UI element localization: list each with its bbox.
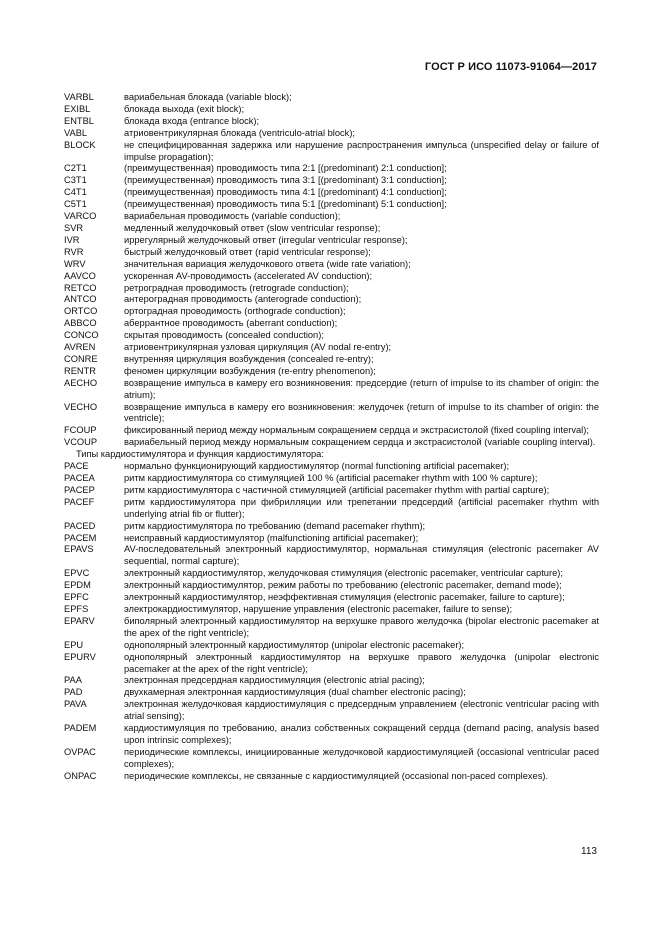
abbreviation-description: нормально функционирующий кардиостимулятор (normal functioning artificial pacemaker); [124,461,510,472]
abbreviation-code: CONRE [64,353,98,364]
abbreviation-description: (преимущественная) проводимость типа 5:1 [(predominant) 5:1 conduction]; [124,199,447,210]
abbreviation-code: AVREN [64,342,96,353]
abbreviation-description: скрытая проводимость (concealed conduction); [124,330,324,341]
abbreviation-code: WRV [64,258,86,269]
abbreviation-code: ABBCO [64,318,97,329]
abbreviation-description: атриовентрикулярная блокада (ventriculo-atrial block); [124,127,356,138]
abbreviation-entry [64,366,599,378]
abbreviation-code: EPURV [64,651,96,662]
abbreviation-entry [64,485,599,497]
abbreviation-description: вариабельная проводимость (variable conduction); [124,211,341,222]
abbreviation-description: ритм кардиостимулятора по требованию (demand pacemaker rhythm); [124,520,426,531]
abbreviation-description: внутренняя циркуляция возбуждения (concealed re-entry); [124,353,374,364]
abbreviation-description: феномен циркуляции возбуждения (re-entry phenomenon); [124,365,376,376]
abbreviation-entry [64,104,599,116]
abbreviation-entry [64,223,599,235]
abbreviation-code: EPDM [64,580,91,591]
abbreviation-entry [64,580,599,592]
abbreviation-code: C3T1 [64,175,87,186]
abbreviation-description: фиксированный период между нормальным сокращением сердца и экстрасистолой (fixed coupling interval); [124,425,589,436]
abbreviation-code: BLOCK [64,139,96,150]
abbreviation-code: EPAVS [64,544,94,555]
abbreviation-entry [64,592,599,604]
abbreviation-entry [64,330,599,342]
abbreviation-entry [64,533,599,545]
abbreviation-code: EPARV [64,615,95,626]
abbreviation-code: VABL [64,127,88,138]
abbreviation-code: PACEA [64,473,95,483]
abbreviation-code: ONPAC [64,770,97,781]
abbreviation-code: PACE [64,461,89,472]
abbreviation-description: блокада входа (entrance block); [124,115,260,126]
abbreviation-entry [64,247,599,259]
abbreviation-description: электронный кардиостимулятор, желудочковая стимуляция (electronic pacemaker, ventricular capture); [124,568,563,579]
abbreviation-entry [64,699,599,723]
abbreviation-entry [64,318,599,330]
abbreviation-code: C5T1 [64,199,87,210]
abbreviation-description: возвращение импульса в камеру его возникновения: предсердие (return of impulse to its chamber of origin: the atrium); [124,377,599,400]
abbreviation-code: ORTCO [64,306,98,317]
abbreviation-code: SVR [64,222,84,233]
abbreviation-entry [64,271,599,283]
abbreviation-description: значительная вариация желудочкового ответа (wide rate variation); [124,258,411,269]
abbreviation-description: иррегулярный желудочковый ответ (irregular ventricular response); [124,234,408,245]
abbreviation-description: (преимущественная) проводимость типа 3:1 [(predominant) 3:1 conduction]; [124,175,447,186]
abbreviation-description: аберрантное проводимость (aberrant conduction); [124,318,338,329]
abbreviation-entry [64,497,599,521]
abbreviation-code: EPFS [64,603,89,614]
abbreviation-code: FCOUP [64,425,97,436]
abbreviation-entry [64,473,599,485]
abbreviation-code: EXIBL [64,103,91,114]
abbreviation-entry [64,675,599,687]
abbreviation-entry [64,211,599,223]
abbreviation-description: электронная предсердная кардиостимуляция (electronic atrial pacing); [124,675,425,686]
abbreviation-entry [64,747,599,771]
abbreviation-code: RETCO [64,282,97,293]
abbreviation-entry [64,116,599,128]
abbreviation-code: AAVCO [64,270,96,281]
abbreviation-entry [64,259,599,271]
abbreviation-description: электрокардиостимулятор, нарушение управления (electronic pacemaker, failure to sense); [124,603,513,614]
abbreviation-description: электронная желудочковая кардиостимуляция с предсердным управлением (electronic ventricular pacing with atrial sensing); [124,699,599,722]
abbreviation-code: ANTCO [64,294,97,305]
abbreviation-entry [64,723,599,747]
abbreviation-entry [64,283,599,295]
abbreviation-code: PACEP [64,484,95,495]
abbreviation-code: PACEM [64,532,97,543]
abbreviation-description: (преимущественная) проводимость типа 2:1 [(predominant) 2:1 conduction]; [124,163,447,174]
abbreviation-list [64,92,599,783]
abbreviation-entry [64,437,599,449]
abbreviation-entry [64,640,599,652]
abbreviation-description: электронный кардиостимулятор, режим работы по требованию (electronic pacemaker, demand mode); [124,580,562,591]
abbreviation-description: двухкамерная электронная кардиостимуляция (dual chamber electronic pacing); [124,687,466,698]
abbreviation-description: блокада выхода (exit block); [124,103,245,114]
standard-title: ГОСТ Р ИСО 11073-91064—2017 [424,61,597,73]
abbreviation-entry [64,652,599,676]
abbreviation-description: ритм кардиостимулятора с частичной стимуляцией (artificial pacemaker rhythm with partial capture); [124,484,550,495]
section-heading-text: Типы кардиостимулятора и функция кардиостимулятора: [76,449,324,460]
abbreviation-entry [64,461,599,473]
abbreviation-entry [64,128,599,140]
abbreviation-entry [64,568,599,580]
abbreviation-description: быстрый желудочковый ответ (rapid ventricular response); [124,246,371,257]
abbreviation-entry [64,354,599,366]
abbreviation-description: не специфицированная задержка или нарушение распространения импульса (unspecified delay or failure of impulse propagation); [124,139,599,162]
abbreviation-code: RVR [64,246,84,257]
abbreviation-entry [64,163,599,175]
abbreviation-code: VARBL [64,92,94,102]
abbreviation-code: CONCO [64,330,99,341]
abbreviation-code: AECHO [64,377,98,388]
section-heading [64,449,599,461]
abbreviation-entry [64,294,599,306]
abbreviation-description: ортоградная проводимость (orthograde conduction); [124,306,346,317]
abbreviation-description: кардиостимуляция по требованию, анализ собственных сокращений сердца (demand pacing, analysis based upon intrinsic complexes); [124,723,599,745]
abbreviation-code: VECHO [64,401,98,412]
abbreviation-code: ENTBL [64,115,94,126]
page-number: 113 [581,846,597,857]
abbreviation-description: периодические комплексы, инициированные желудочковой кардиостимуляцией (occasional ventricular paced complexes); [124,746,599,769]
abbreviation-description: (преимущественная) проводимость типа 4:1 [(predominant) 4:1 conduction]; [124,187,447,198]
abbreviation-code: PAVA [64,699,87,710]
abbreviation-entry [64,771,599,783]
abbreviation-code: VARCO [64,211,97,222]
abbreviation-entry [64,378,599,402]
abbreviation-code: PACEF [64,496,95,507]
abbreviation-entry [64,544,599,568]
abbreviation-entry [64,175,599,187]
abbreviation-description: возвращение импульса в камеру его возникновения: желудочек (return of impulse to its chamber of origin: the ventricle); [124,401,599,424]
abbreviation-entry [64,92,599,104]
abbreviation-entry [64,140,599,164]
abbreviation-description: ритм кардиостимулятора со стимуляцией 100 % (artificial pacemaker rhythm with 100 % capture); [124,473,538,483]
abbreviation-description: однополярный электронный кардиостимулятор (unipolar electronic pacemaker); [124,639,465,650]
abbreviation-code: OVPAC [64,746,96,757]
abbreviation-code: EPFC [64,592,89,603]
abbreviation-code: C2T1 [64,163,87,174]
abbreviation-description: атриовентрикулярная узловая циркуляция (AV nodal re-entry); [124,342,392,353]
abbreviation-description: вариабельная блокада (variable block); [124,92,292,102]
abbreviation-description: однополярный электронный кардиостимулятор на верхушке правого желудочка (unipolar electronic pacemaker at the apex of the right ventricle); [124,651,599,674]
abbreviation-entry [64,342,599,354]
abbreviation-entry [64,616,599,640]
abbreviation-description: электронный кардиостимулятор, неэффективная стимуляция (electronic pacemaker, failure to capture); [124,592,565,603]
abbreviation-description: медленный желудочковый ответ (slow ventricular response); [124,222,381,233]
abbreviation-code: PAA [64,675,82,686]
abbreviation-description: периодические комплексы, не связанные с кардиостимуляцией (occasional non-paced complexes). [124,770,549,781]
abbreviation-description: ритм кардиостимулятора при фибрилляции или трепетании предсердий (artificial pacemaker rhythm with underlying atrial fib or flutter); [124,496,599,519]
abbreviation-code: PACED [64,520,96,531]
abbreviation-entry [64,425,599,437]
abbreviation-entry [64,402,599,426]
abbreviation-description: биполярный электронный кардиостимулятор на верхушке правого желудочка (bipolar electronic pacemaker at the apex of the right ventricle); [124,615,599,638]
abbreviation-code: VCOUP [64,437,98,448]
abbreviation-code: RENTR [64,365,97,376]
abbreviation-entry [64,604,599,616]
abbreviation-description: AV-последовательный электронный кардиостимулятор, нормальная стимуляция (electronic pacemaker AV sequential, normal capture); [124,544,599,567]
abbreviation-description: антероградная проводимость (anterograde conduction); [124,294,362,305]
abbreviation-code: C4T1 [64,187,87,198]
abbreviation-code: IVR [64,234,80,245]
abbreviation-description: вариабельный период между нормальным сокращением сердца и экстрасистолой (variable coupling interval). [124,437,596,448]
abbreviation-code: PADEM [64,723,97,734]
abbreviation-entry [64,187,599,199]
abbreviation-entry [64,199,599,211]
abbreviation-description: ретроградная проводимость (retrograde conduction); [124,282,349,293]
abbreviation-code: PAD [64,687,83,698]
abbreviation-code: EPU [64,639,84,650]
abbreviation-code: EPVC [64,568,90,579]
abbreviation-description: ускоренная AV-проводимость (accelerated AV conduction); [124,270,373,281]
abbreviation-entry [64,521,599,533]
abbreviation-entry [64,306,599,318]
abbreviation-entry [64,235,599,247]
abbreviation-description: неисправный кардиостимулятор (malfunctioning artificial pacemaker); [124,532,419,543]
abbreviation-entry [64,687,599,699]
